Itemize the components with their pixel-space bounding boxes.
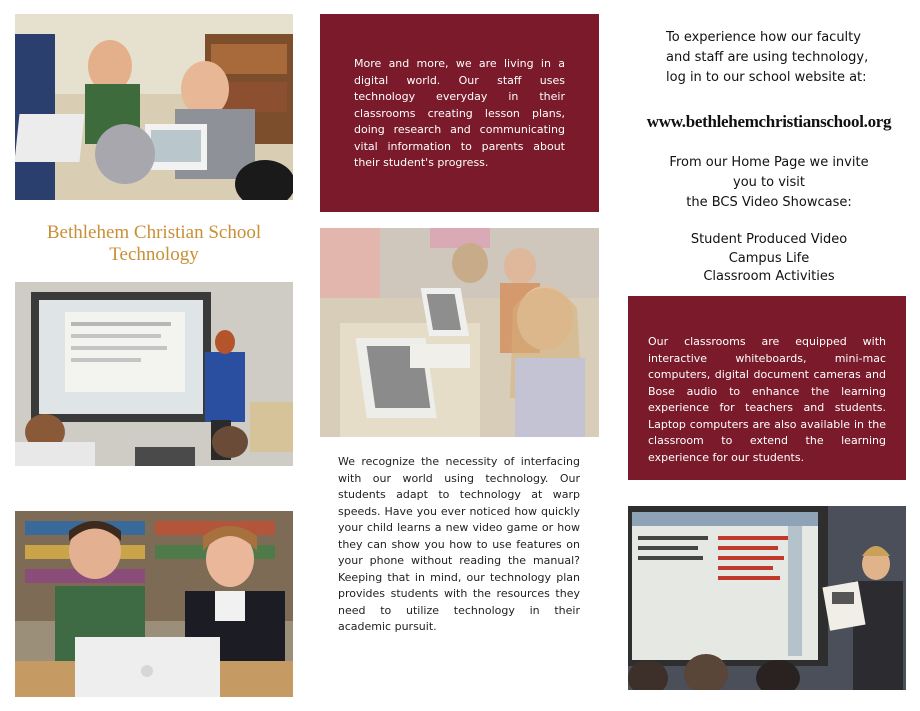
video-showcase-list: [628, 231, 910, 287]
home-invite-line-1: From our Home Page we invite: [669, 155, 869, 170]
school-website-link[interactable]: www.bethlehemchristianschool.org: [646, 112, 892, 131]
technology-staff-panel: [320, 14, 599, 212]
photo-girls-laptops: [320, 228, 599, 437]
home-invite-line-2: you to visit: [733, 175, 805, 190]
showcase-item: Classroom Activities: [703, 269, 835, 284]
photo-teacher-whiteboard: [15, 282, 293, 466]
school-title: Bethlehem Christian School Technology: [46, 222, 262, 265]
photo-students-laptops: [15, 14, 293, 200]
technology-plan-text: We recognize the necessity of interfacing with our world using technology. Our students adapt to technology at warp speeds. Have you ever noticed how quickly your child learns a new video game or how they can show you how to use features on your phone without reading the manual? Keeping that in mind, our technology plan provides students with the resources they need to utilize technology in their academic pursuit.: [338, 455, 580, 633]
website-intro-text: To experience how our faculty and staff are using technology, log in to our school website at:: [666, 30, 869, 85]
photo-teacher-presenting: [628, 506, 906, 690]
home-invite-line-3: the BCS Video Showcase:: [686, 195, 852, 210]
home-page-invite: [628, 153, 910, 213]
photo-students-sharing-laptop: [15, 511, 293, 697]
showcase-item: Student Produced Video: [690, 232, 848, 247]
classroom-equipment-panel: [628, 296, 906, 480]
technology-staff-text: More and more, we are living in a digital world. Our staff uses technology everyday in their classrooms creating lesson plans, doing research and communicating vital information to parents about their student's progress.: [354, 57, 565, 169]
showcase-item: Campus Life: [728, 250, 810, 266]
classroom-equipment-text: Our classrooms are equipped with interactive whiteboards, mini-mac computers, digital document cameras and Bose audio to enhance the learning experience for teachers and students. Laptop computers are also available in the classroom to extend the learning experience for our students.: [648, 335, 886, 464]
